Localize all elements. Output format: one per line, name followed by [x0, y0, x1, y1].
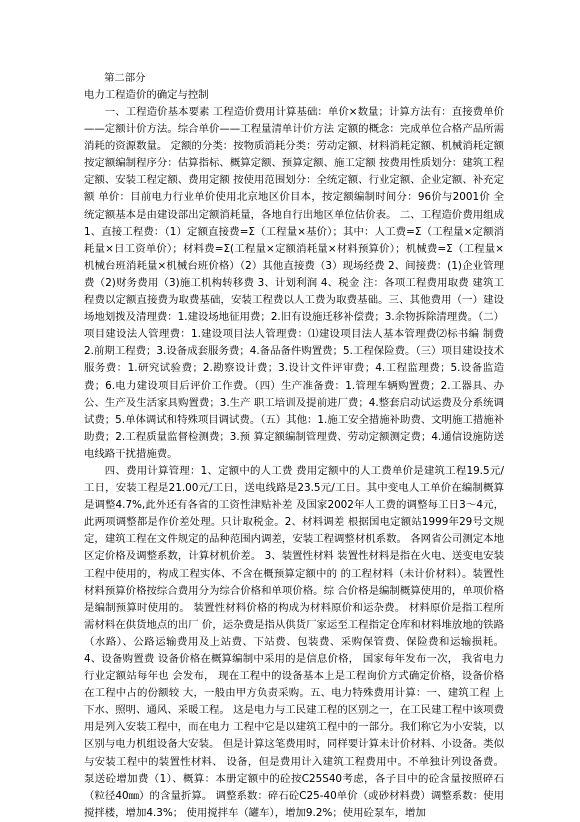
- paragraph-cost-elements: 一、工程造价基本要素 工程造价费用计算基础：单价×数量；计算方法有：直接费单价——定额计价方法。综合单价——工程量清单计价方法 定额的概念：完成单位合格产品所需消耗的资源数量。 定额的分类：按物质消耗分类：劳动定额、材料消耗定额、机械消耗定额按定额编制程序分：估算指标、概算定额、预算定额、施工定额 按费用性质划分：建筑工程定额、安装工程定额、费用定额 按使用范围划分：全统定额、行业定额、企业定额、补充定额 单价：目前电力行业单价使用北京地区价目本，按定额编制时间分：96价与2001价 全统定额基本是由建设部出定额消耗量，各地自行出地区单位估价表。 二、工程造价费用组成1、直接工程费：（1）定额直接费=Σ（工程量×基价）；其中：人工费=Σ（工程量×定额消耗量×日工资单价）；材料费=Σ(工程量×定额消耗量×材料预算价）；机械费=Σ（工程量×机械台班消耗量×机械台班价格）（2）其他直接费（3）现场经费 2、间接费：(1)企业管理费（2)财务费用（3)施工机构转移费 3、计划利润 4、税金 注：各项工程费用取费 建筑工程费以定额直接费为取费基础，安装工程费以人工费为取费基础。三、其他费用（一）建设场地划拨及清理费：1.建设场地征用费；2.旧有设施迁移补偿费；3.余物拆除清理费。（二）项目建设法人管理费：1.建设项目法人管理费：⑴建设项目法人基本管理费⑵标书编 制费 2.前期工程费；3.设备成套服务费；4.备品备件购置费；5.工程保险费。（三）项目建设技术服务费：1.研究试验费；2.勘察设计费；3.设计文件评审费；4.工程监理费；5.设备监造费；6.电力建设项目后评价工作费。（四）生产准备费：1.管理车辆购置费；2.工器具、办公、生产及生活家具购置费；3.生产 职工培训及提前进厂费；4.整套启动试运费及分系统调试费；5.单体调试和特殊项目调试费。（五）其他：1.施工安全措施补助费、文明施工措施补助费；2.工程质量监督检测费；3.预 算定额编制管理费、劳动定额测定费；4.通信设施防送电线路干扰措施费。: [84, 106, 504, 460]
- paragraph-cost-calculation: 四、费用计算管理：1、定额中的人工费 费用定额中的人工费单价是建筑工程19.5元/工日，安装工程是21.00元/工日，送电线路是23.5元/工日。其中变电人工单价在编制概算是调整4.7%,此外还有各省的工资性津贴补差 及国家2002年人工费的调整每工日3～4元，此两项调整都是作价差处理。只计取税金。2、材料调差 根据国电定额站1999年29号文规定，建筑工程在文件规定的品种范围内调差，安装工程调整材机系数。 各网省公司测定本地区定价格及调整系数，计算材机价差。 3、装置性材料 装置性材料是指在火电、送变电安装工程中使用的，构成工程实体、不含在概预算定额中的 的工程材料（未计价材料）。装置性材料预算价格按综合费用分为综合价格和单项价格。综 合价格是编制概算使用的，单项价格是编制预算时使用的。 装置性材料价格的构成为材料原价和运杂费。 材料原价是指工程所需材料在供货地点的出厂 价，运杂费是指从供货厂家运至工程指定仓库和材料堆放地的铁路（水路）、公路运输费用及上站费、下站费、包装费、采购保管费、保险费和运输损耗。 4、设备购置费 设备价格在概算编制中采用的是信息价格， 国家每年发布一次， 我省电力行业定额站每年也 会发布， 现在工程中的设备基本上是工程询价方式确定价格，设备价格在工程中占的份额较 大，一般由甲方负责采购。五、电力特殊费用计算：一、建筑工程 上下水、照明、通风、采暖工程。 这是电力与工民建工程的区别之一，在工民建工程中该项费用是列入安装工程中，而在电力 工程中它是以建筑工程中的一部分。我们称它为小安装，以区别与电力机组设备大安装。 但是计算这笔费用时，同样要计算未计价材料、小设备。类似与安装工程中的装置性材料、 设备，但是费用计入建筑工程费用中。不单独计列设备费。 泵送砼增加费（1）、概算：本册定额中的砼按C25S40考虑，各子目中的砼含量按照碎石（粒径40㎜）的含量折算。 调整系数：碎石砼C25-40单价（或砂材料费）调整系数：使用搅拌楼，增加4.3%； 使用搅拌车（罐车），增加9.2%；使用砼泵车，增加: [84, 464, 504, 819]
- section-title: 电力工程造价的确定与控制: [84, 89, 209, 101]
- document-page: [84, 70, 504, 822]
- part-heading: 第二部分: [104, 72, 146, 84]
